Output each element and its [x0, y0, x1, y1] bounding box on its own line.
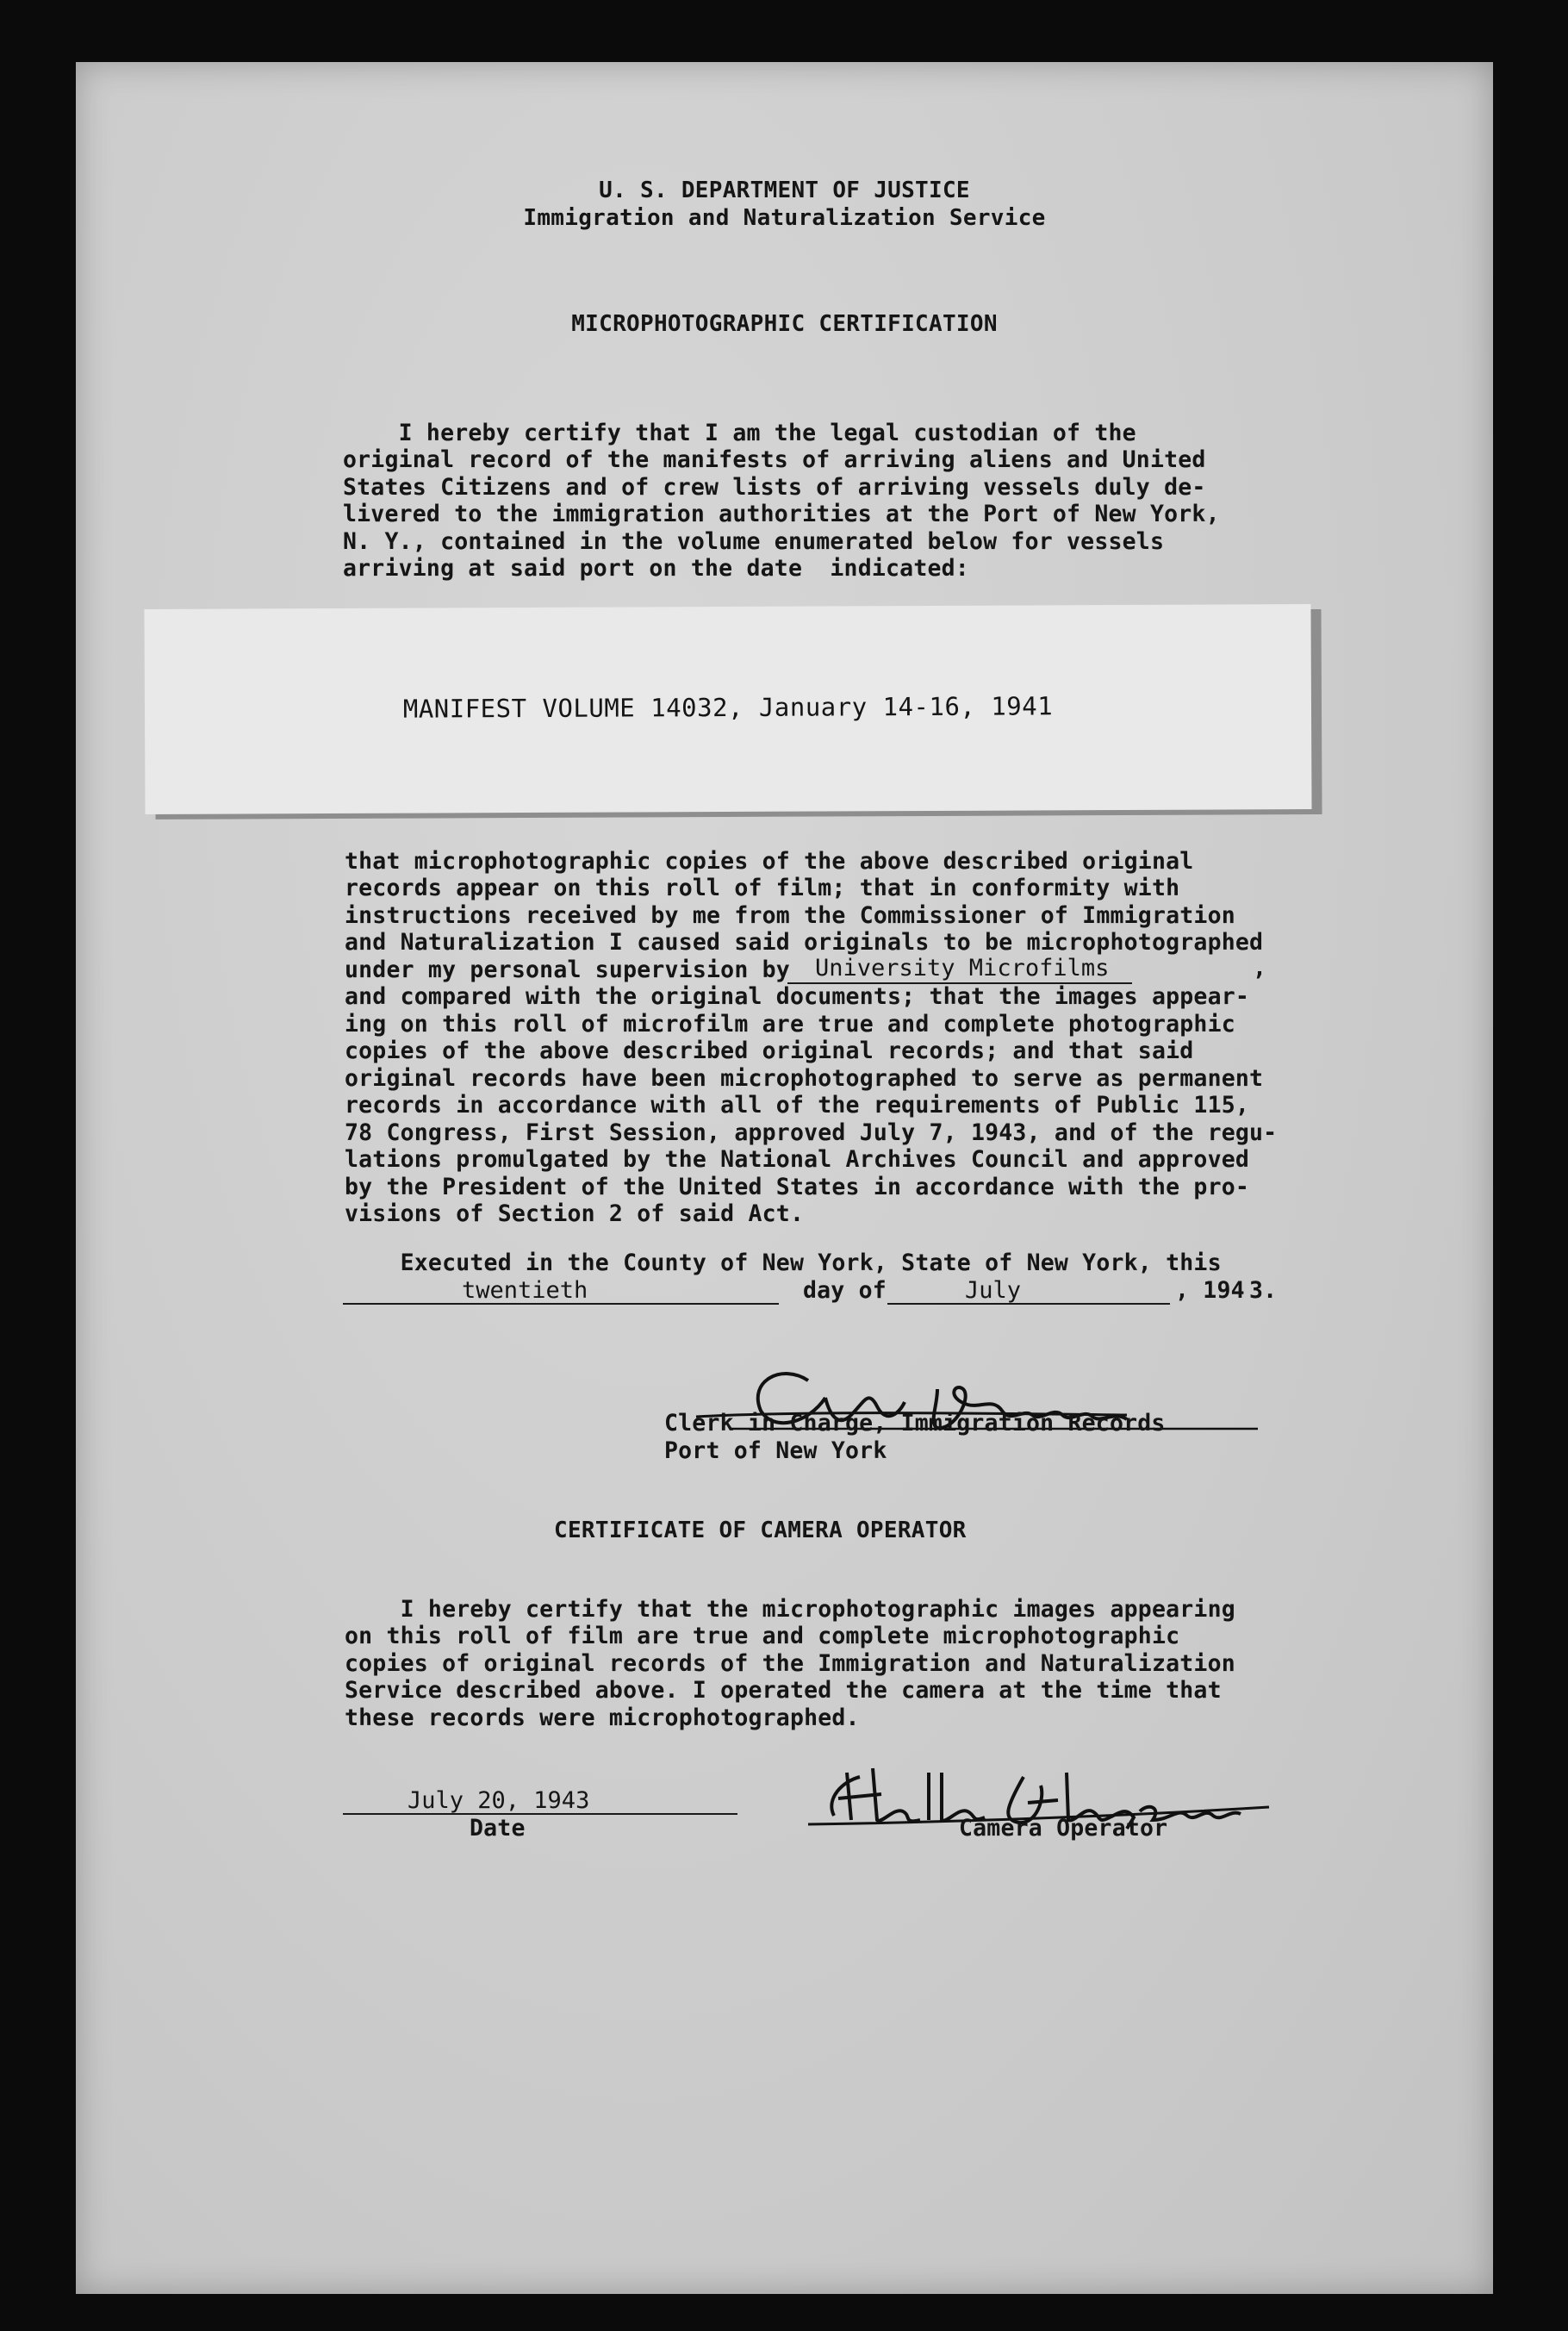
camera-section-heading: CERTIFICATE OF CAMERA OPERATOR [554, 1518, 967, 1543]
supervisor-name: University Microfilms [815, 955, 1110, 982]
year-prefix: , 194 [1175, 1277, 1245, 1304]
supervisor-comma: , [1253, 955, 1267, 982]
manifest-strip [144, 604, 1311, 814]
body-line: under my personal supervision by [345, 957, 790, 983]
month-value: July [965, 1277, 1022, 1304]
clerk-title: Clerk in Charge, Immigration Records [664, 1410, 1166, 1437]
intro-line: original record of the manifests of arriving aliens and United [343, 446, 1206, 473]
camera-date-value: July 20, 1943 [408, 1787, 590, 1814]
date-underline [343, 1813, 737, 1815]
year-suffix: 3. [1249, 1277, 1278, 1304]
body-line: ing on this roll of microfilm are true and complete photographic [345, 1011, 1235, 1038]
intro-line: N. Y., contained in the volume enumerated below for vessels [343, 528, 1165, 555]
body-line: 78 Congress, First Session, approved July 7, 1943, and of the regu- [345, 1119, 1278, 1146]
camera-line: copies of original records of the Immigration and Naturalization [345, 1650, 1235, 1677]
camera-operator-label: Camera Operator [959, 1815, 1168, 1842]
camera-line: I hereby certify that the microphotographic images appearing [345, 1596, 1235, 1623]
body-line: and compared with the original documents; that the images appear- [345, 983, 1250, 1010]
body-line: records in accordance with all of the requirements of Public 115, [345, 1092, 1250, 1119]
page-title: MICROPHOTOGRAPHIC CERTIFICATION [571, 311, 998, 337]
body-line: and Naturalization I caused said originals to be microphotographed [345, 929, 1264, 956]
executed-line: Executed in the County of New York, State of New York, this [345, 1250, 1222, 1276]
certificate-page [76, 62, 1493, 2294]
department-heading: U. S. DEPARTMENT OF JUSTICE [599, 178, 970, 203]
service-heading: Immigration and Naturalization Service [523, 205, 1046, 231]
camera-line: on this roll of film are true and complete microphotographic [345, 1623, 1180, 1649]
intro-line: arriving at said port on the date indicated: [343, 555, 969, 582]
body-line: instructions received by me from the Commissioner of Immigration [345, 902, 1235, 929]
month-underline [887, 1303, 1170, 1305]
date-label: Date [470, 1815, 526, 1842]
body-line: records appear on this roll of film; that in conformity with [345, 875, 1180, 901]
camera-line: Service described above. I operated the camera at the time that [345, 1677, 1222, 1704]
intro-line: States Citizens and of crew lists of arriving vessels duly de- [343, 474, 1206, 501]
clerk-location: Port of New York [664, 1437, 887, 1464]
body-line: by the President of the United States in accordance with the pro- [345, 1174, 1250, 1200]
manifest-volume-label: MANIFEST VOLUME 14032, January 14-16, 1941 [402, 691, 1054, 724]
body-line: copies of the above described original records; and that said [345, 1038, 1194, 1064]
camera-line: these records were microphotographed. [345, 1705, 860, 1731]
body-line: lations promulgated by the National Archives Council and approved [345, 1146, 1250, 1173]
body-line: that microphotographic copies of the above described original [345, 848, 1194, 875]
body-line: original records have been microphotographed to serve as permanent [345, 1065, 1264, 1092]
body-line: visions of Section 2 of said Act. [345, 1200, 805, 1227]
intro-line: I hereby certify that I am the legal custodian of the [343, 420, 1136, 446]
day-value: twentieth [462, 1277, 588, 1304]
day-of-label: day of [803, 1277, 887, 1304]
intro-line: livered to the immigration authorities at the Port of New York, [343, 501, 1220, 527]
